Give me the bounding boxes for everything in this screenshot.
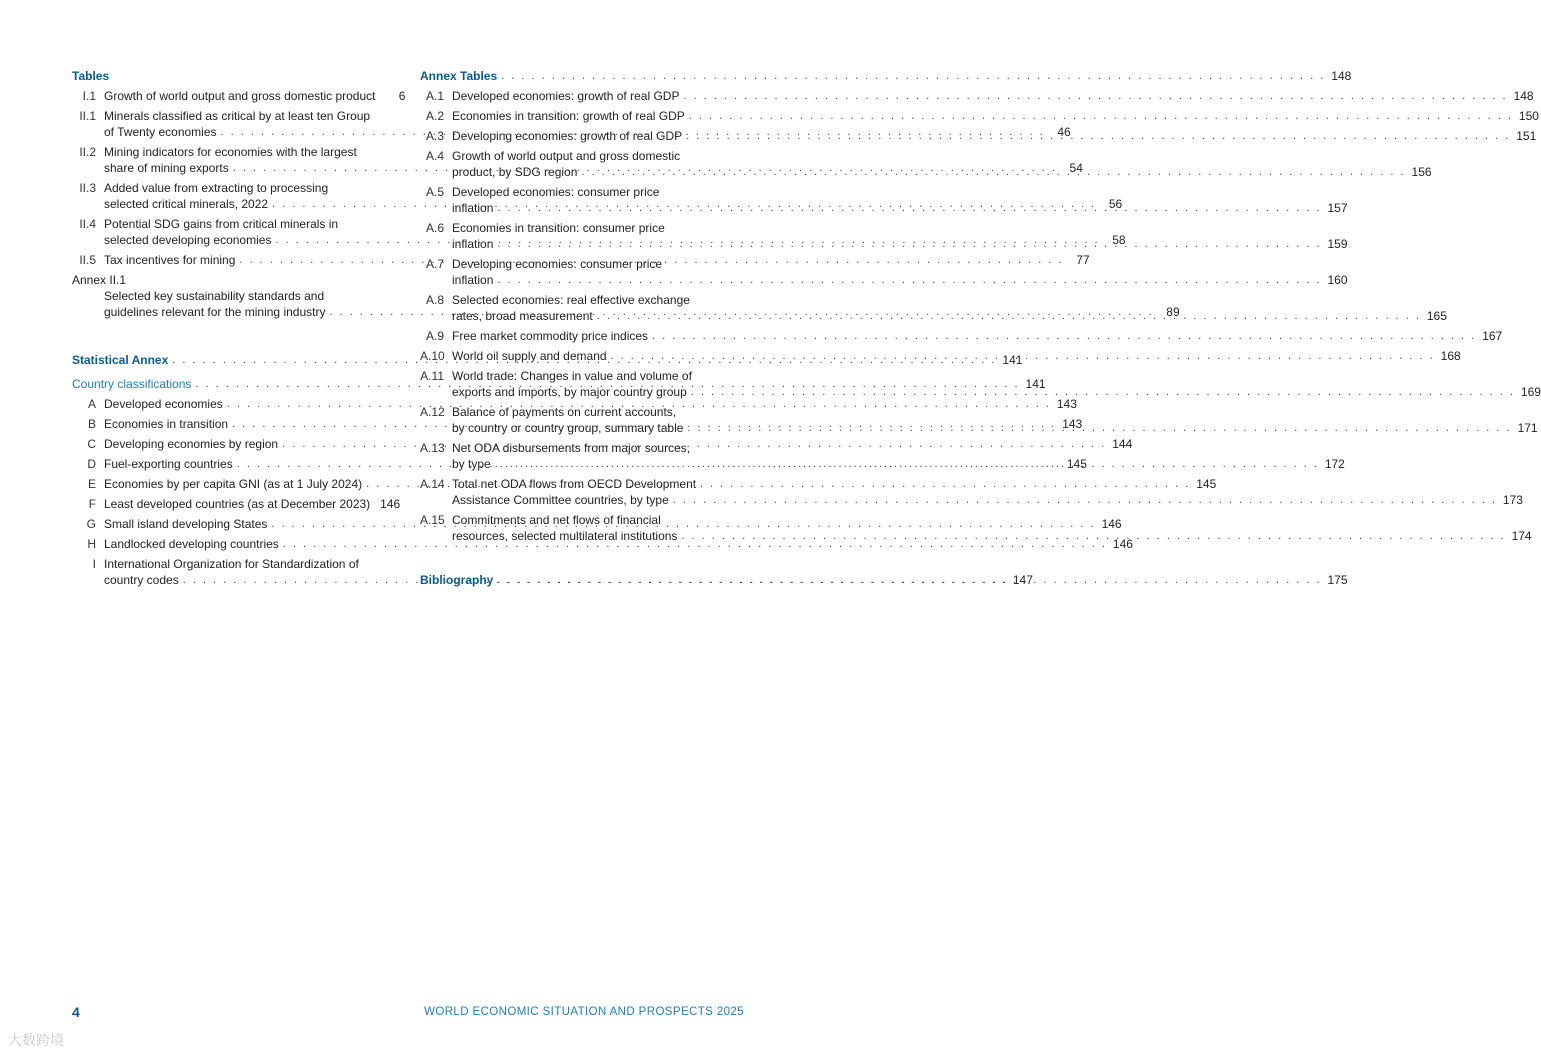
entry-number: I bbox=[92, 557, 96, 571]
entry-line: Added value from extracting to processing bbox=[104, 181, 329, 195]
entry-line: Developed economies: growth of real GDP bbox=[452, 89, 680, 103]
entry-line: inflation bbox=[452, 273, 494, 287]
leader-dots bbox=[683, 88, 1507, 104]
leader-dots bbox=[673, 492, 1497, 508]
entry-number: II.4 bbox=[79, 217, 96, 231]
entry-number: D bbox=[87, 457, 96, 471]
entry-line: Growth of world output and gross domestic bbox=[452, 149, 681, 163]
entry-line: Economies by per capita GNI (as at 1 July 2024) bbox=[104, 477, 363, 491]
page-number: 171 bbox=[1517, 421, 1538, 435]
entry-line: Economies in transition bbox=[104, 417, 229, 431]
page-number: 156 bbox=[1411, 165, 1432, 179]
entry-number: A.10 bbox=[420, 349, 445, 363]
entry-line: Developed economies bbox=[104, 397, 223, 411]
entry-number: G bbox=[86, 517, 96, 531]
entry-line: Assistance Committee countries, by type bbox=[452, 493, 669, 507]
entry-number: A.7 bbox=[425, 257, 444, 271]
page-number: 169 bbox=[1520, 385, 1541, 399]
entry-line: inflation bbox=[452, 201, 494, 215]
entry-text bbox=[452, 328, 1503, 344]
toc-entry[interactable] bbox=[72, 88, 406, 104]
page-number: 6 bbox=[398, 89, 406, 103]
entry-line: exports and imports, by major country group bbox=[452, 385, 687, 399]
entry-line: selected developing economies bbox=[104, 233, 272, 247]
leader-dots bbox=[611, 348, 1435, 364]
entry-number: F bbox=[88, 497, 96, 511]
entry-line: International Organization for Standardization of bbox=[104, 557, 359, 571]
entry-number: A.13 bbox=[420, 441, 445, 455]
entry-number: A.1 bbox=[425, 89, 444, 103]
entry-line: Least developed countries (as at December 2023) bbox=[104, 497, 371, 511]
page-number: 46 bbox=[1057, 125, 1071, 139]
page-number: 160 bbox=[1327, 273, 1348, 287]
entry-number: A.8 bbox=[425, 293, 444, 307]
page-number: 167 bbox=[1482, 329, 1503, 343]
page-number: 146 bbox=[1112, 537, 1133, 551]
page-number: 168 bbox=[1440, 349, 1461, 363]
leader-dots bbox=[686, 128, 1510, 144]
entry-line: product, by SDG region bbox=[452, 165, 578, 179]
entry-text bbox=[104, 88, 406, 104]
entry-line: of Twenty economies bbox=[104, 125, 217, 139]
entry-line: country codes bbox=[104, 573, 179, 587]
entry-line: inflation bbox=[452, 237, 494, 251]
page-number: 56 bbox=[1108, 197, 1123, 211]
entry-line: resources, selected multilateral institutions bbox=[452, 529, 678, 543]
leader-dots bbox=[687, 420, 1511, 436]
entry-text bbox=[452, 108, 1539, 124]
entry-number: A.12 bbox=[420, 405, 445, 419]
entry-line: Mining indicators for economies with the largest bbox=[104, 145, 357, 159]
leader-dots bbox=[691, 384, 1515, 400]
entry-text bbox=[104, 496, 401, 512]
page-number: 175 bbox=[1327, 573, 1348, 587]
entry-number: A bbox=[87, 397, 96, 411]
page-number: 174 bbox=[1511, 529, 1532, 543]
entry-number: II.2 bbox=[79, 145, 96, 159]
entry-line: selected critical minerals, 2022 bbox=[104, 197, 269, 211]
leader-dots bbox=[501, 68, 1325, 84]
entry-line: Selected economies: real effective exchange bbox=[452, 293, 690, 307]
leader-dots bbox=[497, 572, 1321, 588]
entry-line: share of mining exports bbox=[104, 161, 229, 175]
entry-line: rates, broad measurement bbox=[452, 309, 593, 323]
leader-dots bbox=[581, 164, 1405, 180]
page-number: 141 bbox=[1002, 353, 1023, 367]
page-number: 54 bbox=[1069, 161, 1083, 175]
leader-dots bbox=[497, 236, 1321, 252]
page-number: 165 bbox=[1426, 309, 1447, 323]
page-number: 143 bbox=[1062, 417, 1083, 431]
page-number: 151 bbox=[1516, 129, 1537, 143]
entry-line: Developed economies: consumer price bbox=[452, 185, 660, 199]
entry-line: Commitments and net flows of financial bbox=[452, 513, 661, 527]
annex-label: Annex II.1 bbox=[72, 273, 127, 287]
annex-tables-label[interactable]: Annex Tables bbox=[420, 69, 498, 83]
entry-line: Developing economies: consumer price bbox=[452, 257, 663, 271]
entry-number: II.1 bbox=[79, 109, 96, 123]
tables-heading[interactable]: Tables bbox=[72, 69, 110, 83]
entry-line: Tax incentives for mining bbox=[104, 253, 236, 267]
page-number: 58 bbox=[1112, 233, 1126, 247]
page-number: 148 bbox=[1513, 89, 1534, 103]
entry-line: World trade: Changes in value and volume of bbox=[452, 369, 692, 383]
page-number: 159 bbox=[1327, 237, 1348, 251]
entry-number: C bbox=[87, 437, 96, 451]
page-number: 148 bbox=[1331, 69, 1352, 83]
leader-dots bbox=[597, 308, 1421, 324]
bibliography-label[interactable]: Bibliography bbox=[420, 573, 494, 587]
entry-line: by type bbox=[452, 457, 491, 471]
watermark: 大数跨境 bbox=[8, 1032, 64, 1048]
leader-dots bbox=[681, 528, 1505, 544]
footer-publication-title: WORLD ECONOMIC SITUATION AND PROSPECTS 2025 bbox=[424, 1006, 744, 1018]
page-number: 143 bbox=[1056, 397, 1077, 411]
entry-line: Economies in transition: growth of real GDP bbox=[452, 109, 685, 123]
entry-line: Potential SDG gains from critical minerals in bbox=[104, 217, 339, 231]
leader-dots bbox=[497, 272, 1321, 288]
entry-number: E bbox=[87, 477, 96, 491]
entry-number: A.5 bbox=[425, 185, 444, 199]
toc-entry[interactable] bbox=[420, 328, 1503, 344]
footer-page-number: 4 bbox=[72, 1004, 80, 1020]
entry-line: Free market commodity price indices bbox=[452, 329, 649, 343]
entry-line: World oil supply and demand bbox=[452, 349, 607, 363]
page-number: 144 bbox=[1112, 437, 1133, 451]
page-number: 157 bbox=[1327, 201, 1348, 215]
entry-number: A.6 bbox=[425, 221, 444, 235]
page-number: 172 bbox=[1324, 457, 1345, 471]
entry-line: Developing economies: growth of real GDP bbox=[452, 129, 683, 143]
page-number: 141 bbox=[1025, 377, 1046, 391]
entry-number: B bbox=[87, 417, 96, 431]
entry-line: guidelines relevant for the mining industry bbox=[104, 305, 326, 319]
leader-dots bbox=[495, 456, 1319, 472]
entry-line: Small island developing States bbox=[104, 517, 268, 531]
entry-number: II.5 bbox=[79, 253, 96, 267]
annex-tables-entry[interactable] bbox=[420, 68, 1352, 84]
leader-dots bbox=[652, 328, 1476, 344]
entry-number: A.3 bbox=[425, 129, 444, 143]
page-number: 145 bbox=[1066, 457, 1087, 471]
entry-line: Minerals classified as critical by at least ten Group bbox=[104, 109, 371, 123]
entry-line: Growth of world output and gross domestic product bbox=[104, 89, 376, 103]
toc-entry[interactable] bbox=[72, 496, 401, 512]
entry-line: Developing economies by region bbox=[104, 437, 279, 451]
entry-text bbox=[452, 88, 1534, 104]
entry-line: Selected key sustainability standards and bbox=[104, 289, 325, 303]
entry-number: A.9 bbox=[425, 329, 444, 343]
entry-line: Total net ODA flows from OECD Development bbox=[452, 477, 697, 491]
country-classifications-label[interactable]: Country classifications bbox=[72, 377, 192, 391]
entry-number: I.1 bbox=[82, 89, 96, 103]
entry-line: Landlocked developing countries bbox=[104, 537, 279, 551]
page-number: 150 bbox=[1518, 109, 1539, 123]
page-number: 89 bbox=[1166, 305, 1180, 319]
entry-number: A.14 bbox=[420, 477, 445, 491]
entry-line: Net ODA disbursements from major sources, bbox=[452, 441, 691, 455]
entry-number: A.4 bbox=[425, 149, 444, 163]
page-number: 146 bbox=[380, 497, 401, 511]
leader-dots bbox=[497, 200, 1321, 216]
page-number: 146 bbox=[1101, 517, 1122, 531]
entry-line: by country or country group, summary table bbox=[452, 421, 684, 435]
entry-number: II.3 bbox=[79, 181, 96, 195]
page-number: 173 bbox=[1502, 493, 1523, 507]
page-number: 145 bbox=[1196, 477, 1217, 491]
entry-number: A.2 bbox=[425, 109, 444, 123]
entry-number: A.11 bbox=[420, 369, 444, 383]
entry-line: Economies in transition: consumer price bbox=[452, 221, 665, 235]
toc-entry[interactable] bbox=[420, 88, 1534, 104]
page-number: 77 bbox=[1076, 253, 1090, 267]
entry-line: Fuel-exporting countries bbox=[104, 457, 233, 471]
entry-number: H bbox=[87, 537, 96, 551]
entry-number: A.15 bbox=[420, 513, 445, 527]
leader-dots bbox=[689, 108, 1513, 124]
page-number: 147 bbox=[1012, 573, 1033, 587]
toc-entry[interactable] bbox=[420, 108, 1539, 124]
statistical-annex-label[interactable]: Statistical Annex bbox=[72, 353, 169, 367]
entry-line: Balance of payments on current accounts, bbox=[452, 405, 677, 419]
